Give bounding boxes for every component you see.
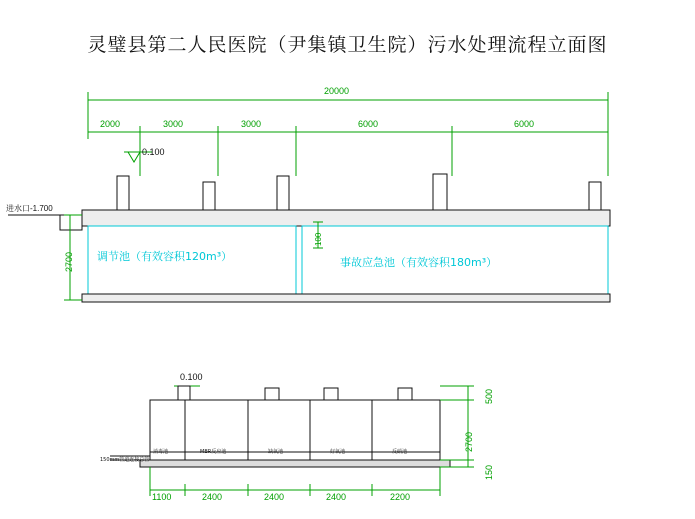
plan-right-dimension-1: 2700	[464, 431, 474, 452]
plan-bottom-dimension-0: 1100	[152, 492, 172, 502]
page-title: 灵璧县第二人民医院（尹集镇卫生院）污水处理流程立面图	[87, 34, 608, 56]
inlet-label: 进水口-1.700	[6, 204, 53, 213]
chamber-label-2: 缺氧池	[268, 449, 284, 455]
segment-dimension-3: 6000	[358, 119, 379, 129]
wall-thickness-dimension: 100	[314, 232, 323, 246]
chamber-label-3: 好氧池	[330, 449, 346, 455]
chamber-label-0: 消毒池	[153, 449, 169, 455]
segment-dimension-0: 2000	[100, 119, 121, 129]
plan-bottom-dimension-3: 2400	[326, 492, 347, 502]
segment-dimension-2: 3000	[241, 119, 262, 129]
plan-right-dimension-0: 500	[484, 388, 494, 404]
segment-dimension-1: 3000	[163, 119, 184, 129]
segment-dimension-4: 6000	[514, 119, 535, 129]
plan-bottom-dimension-2: 2400	[264, 492, 285, 502]
elevation-level-label: 0.100	[142, 147, 165, 157]
plan-level-label: 0.100	[180, 372, 203, 382]
plan-bottom-dimension-4: 2200	[390, 492, 411, 502]
chamber-label-4: 反硝池	[392, 449, 408, 455]
pipe-label: 150mm管道连接总管	[100, 457, 150, 463]
elevation-height-dimension: 2700	[64, 251, 74, 272]
tank-label-emergency: 事故应急池（有效容积180m³）	[340, 256, 498, 269]
plan-bottom-dimension-1: 2400	[202, 492, 223, 502]
overall-dimension-label: 20000	[324, 86, 350, 96]
tank-label-adjust: 调节池（有效容积120m³）	[97, 250, 233, 263]
chamber-label-1: MBR反应池	[200, 449, 227, 455]
plan-right-dimension-2: 150	[484, 464, 494, 480]
